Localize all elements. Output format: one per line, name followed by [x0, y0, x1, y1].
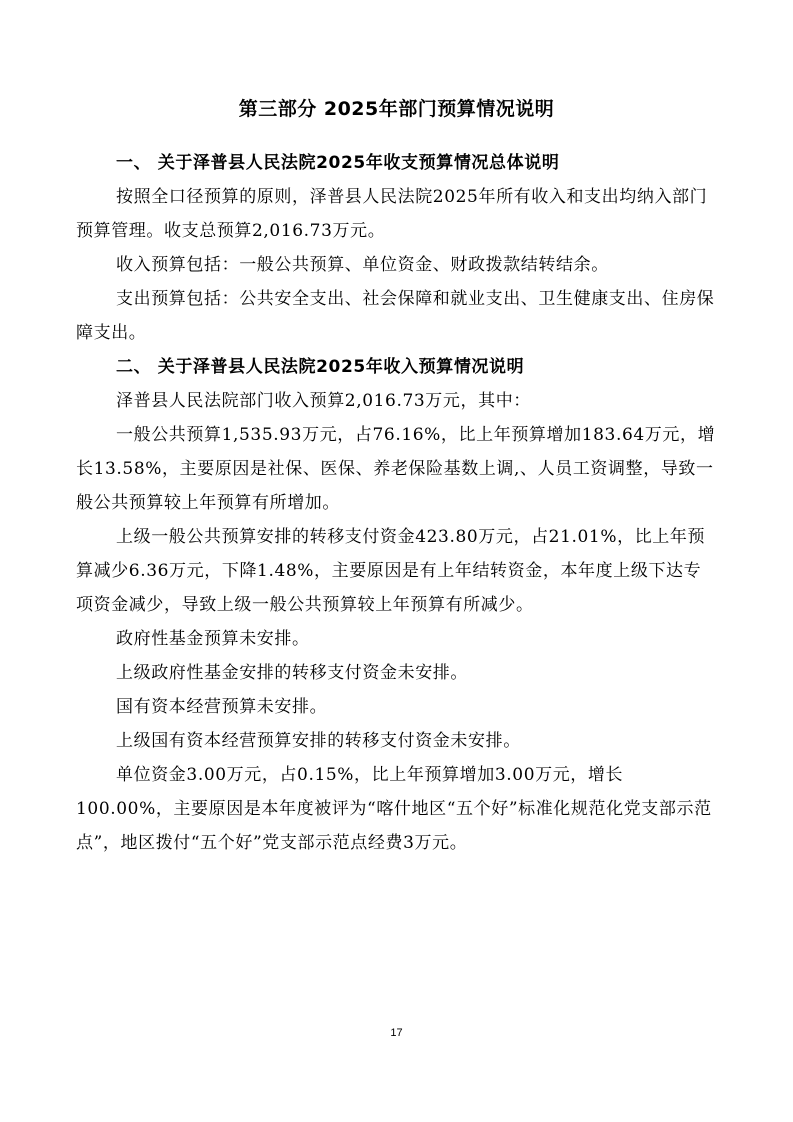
section-heading-2: 二、 关于泽普县人民法院2025年收入预算情况说明: [116, 357, 525, 377]
document-body: [76, 146, 716, 860]
paragraph: 收入预算包括：一般公共预算、单位资金、财政拨款结转结余。: [116, 255, 609, 275]
paragraph: 单位资金3.00万元，占0.15%，比上年预算增加3.00万元，增长100.00%，主要原因是本年度被评为“喀什地区“五个好”标准化规范化党支部示范点”，地区拨付“五个好”党支部示范点经费3万元。: [76, 765, 712, 853]
paragraph: 支出预算包括：公共安全支出、社会保障和就业支出、卫生健康支出、住房保障支出。: [76, 289, 715, 343]
page-number: 17: [390, 1027, 403, 1039]
paragraph: 一般公共预算1,535.93万元，占76.16%，比上年预算增加183.64万元，增长13.58%，主要原因是社保、医保、养老保险基数上调,、人员工资调整，导致一般公共预算较上年预算有所增加。: [76, 425, 716, 513]
page-title: 第三部分 2025年部门预算情况说明: [238, 98, 555, 120]
paragraph: 上级政府性基金安排的转移支付资金未安排。: [116, 663, 468, 683]
paragraph: 政府性基金预算未安排。: [116, 629, 310, 649]
paragraph: 上级一般公共预算安排的转移支付资金423.80万元，占21.01%，比上年预算减少6.36万元，下降1.48%，主要原因是有上年结转资金，本年度上级下达专项资金减少，导致上级一般公共预算较上年预算有所减少。: [76, 527, 706, 615]
paragraph: 泽普县人民法院部门收入预算2,016.73万元，其中：: [116, 391, 531, 411]
paragraph: 国有资本经营预算未安排。: [116, 697, 328, 717]
paragraph: 上级国有资本经营预算安排的转移支付资金未安排。: [116, 731, 521, 751]
section-heading-1: 一、 关于泽普县人民法院2025年收支预算情况总体说明: [116, 153, 560, 173]
paragraph: 按照全口径预算的原则，泽普县人民法院2025年所有收入和支出均纳入部门预算管理。收支总预算2,016.73万元。: [76, 187, 708, 241]
